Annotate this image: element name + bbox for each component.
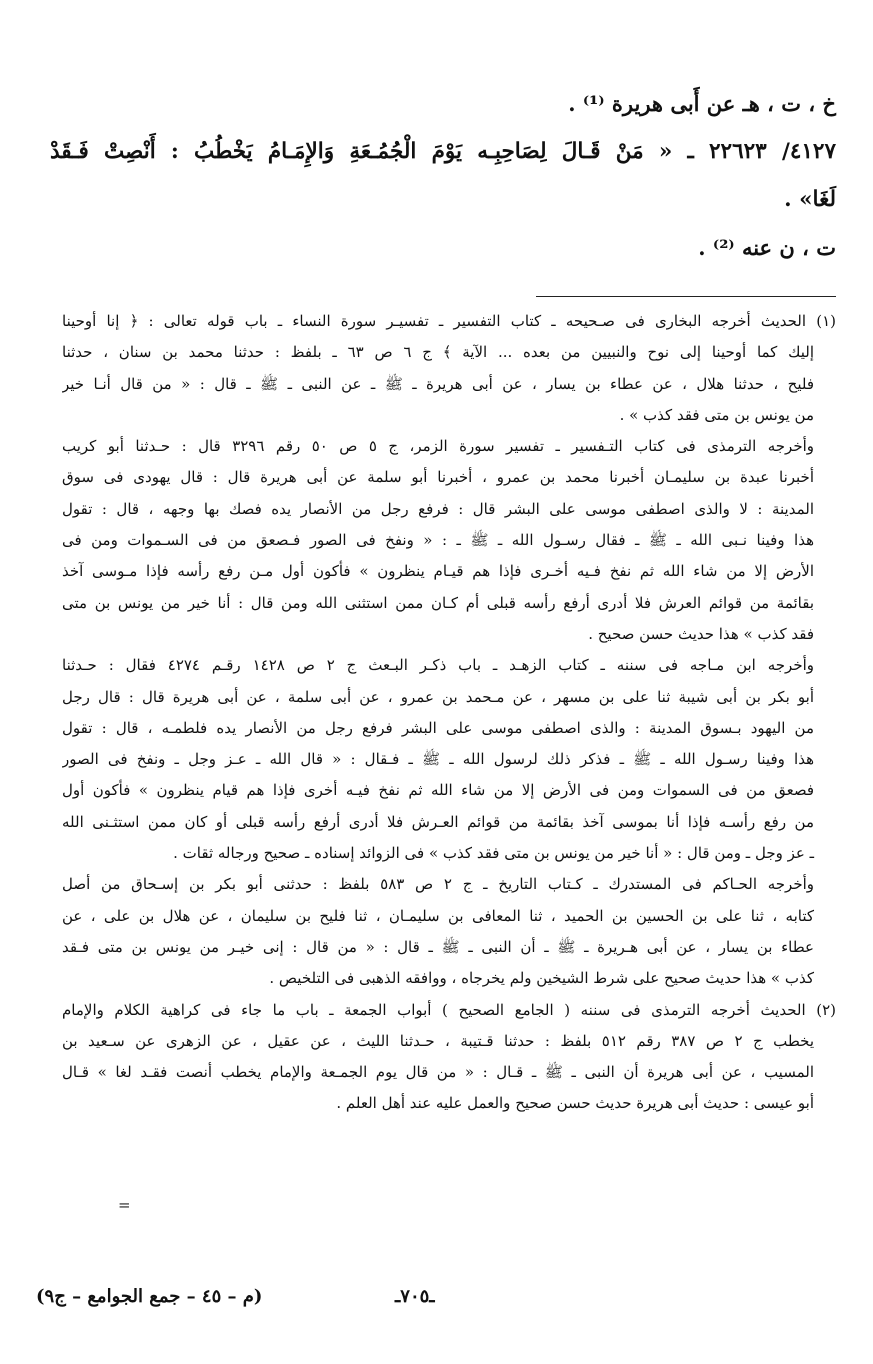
hadith-text: ٤١٢٧/ ٢٢٦٢٣ ـ « مَنْ قَـالَ لِصَاحِبِـه يَوْمَ الْجُمُـعَةِ وَالإِمَـامُ يَخْطُبُ : أَنْصِتْ فَـقَدْ (50, 139, 837, 164)
footnote-line: وأخرجه الترمذى فى كتاب التـفسير ـ تفسير سورة الزمر، ج ٥ ص ٥٠ رقم ٣٢٩٦ قال : حـدثنا أبو كريب (62, 437, 815, 456)
footnote-line: وأخرجه الحـاكم فى المستدرك ـ كـتاب التاريخ ـ ج ٢ ص ٥٨٣ بلفظ : حدثنى أبو بكر بن إسـحاق من أصل (62, 875, 815, 894)
source-line-1: خ ، ت ، هـ عن أَبى هريرة ⁽¹⁾ . (568, 91, 836, 116)
footnote-line: فصعق من فى السموات ومن فى الأرض إلا من شاء الله ثم نفخ فيـه أخرى فإذا هم قيام ينظرون » فأكون أول (62, 781, 814, 800)
footnote-line: المدينة : لا والذى اصطفى موسى على البشر قال : فرفع رجل من الأنصار يده فصك بها وجهه ، قال : تقول (62, 499, 814, 518)
footnote-line: الأرض إلا من شاء الله ثم نفخ فـيه أخـرى فإذا هم قيـام ينظرون » فأكون أول مـن رفع رأسه فإذا مـوسى آخذ (62, 562, 814, 581)
footnote-line: هذا وفينا رسـول الله ـ ﷺ ـ فذكر ذلك لرسول الله ـ ﷺ ـ فـقال : « قال الله ـ عـز وجل ـ ونفخ فى الصور (62, 750, 814, 769)
footnotes (62, 306, 836, 1120)
footnote-line: أبو عيسى : حديث أبى هريرة حديث حسن صحيح والعمل عليه عند أهل العلم . (336, 1094, 814, 1113)
continuation-mark: = (118, 1196, 131, 1214)
page-number: ـ٧٠٥ـ (395, 1286, 435, 1307)
footnote-line: كتابه ، ثنا على بن الحسين بن الحميد ، ثنا المعافى بن سليمـان ، ثنا فليح بن سليمان ، عن هلال بن على ، عن (62, 906, 814, 925)
footnote-line: أخبرنا عبدة بن سليمـان أخبرنا محمد بن عمرو ، أخبرنا أبو سلمة عن أبى هريرة قال : قال يهودى فى سوق (62, 468, 814, 487)
footnote-line: هذا وفينا نـبى الله ـ ﷺ ـ فقال رسـول الله ـ ﷺ ـ : « ونفخ فى الصور فـصعق من فى السـموات ومن فى (62, 531, 814, 550)
book-signature: (م – ٤٥ – جمع الجوامع – ج٩) (36, 1286, 263, 1307)
source-line-2: ت ، ن عنه ⁽²⁾ . (698, 235, 836, 260)
footnote-line: كذب » هذا حديث صحيح على شرط الشيخين ولم يخرجاه ، ووافقه الذهبى فى التلخيص . (269, 969, 814, 988)
footnote-line: بقائمة من قوائم العرش فلا أدرى أرفع رأسه قبلى أم كـان ممن استثنى الله ومن قال : أنا خير من يونس بن متى (62, 593, 814, 612)
hadith-text-continued: لَغَا» . (784, 187, 836, 212)
main-text (50, 80, 836, 272)
footnote-line: من رفع رأسـه فإذا أنا بموسى آخذ بقائمة من قوائم العـرش فلا أدرى أرفع رأسه قبلى أو كان ممن استثـنى الله (62, 812, 814, 831)
footnote-line: إليك كما أوحينا إلى نوح والنبيين من بعده ... الآية ﴾ ج ٦ ص ٦٣ ـ بلفظ : حدثنا محمد بن سنان ، حدثنا (62, 343, 815, 362)
footnote-line: ـ عز وجل ـ ومن قال : « أنا خير من يونس بن متى فقد كذب » فى الزوائد إسناده ـ صحيح ورجاله ثقات . (173, 844, 814, 863)
footnote-line: فليح ، حدثنا هلال ، عن عطاء بن يسار ، عن أبى هريرة ـ ﷺ ـ عن النبى ـ ﷺ ـ قال : « من قال أنـا خير (62, 374, 814, 393)
footnote-line: يخطب ج ٢ ص ٣٨٧ رقم ٥١٢ بلفظ : حدثنا قـتيبة ، حـدثنا الليث ، عن عقيل ، عن الزهرى عن سـعيد بن (62, 1031, 815, 1050)
footnote-line: (٢) الحديث أخرجه الترمذى فى سننه ( الجامع الصحيح ) أبواب الجمعة ـ باب ما جاء فى كراهية الكلام والإمام (62, 1000, 836, 1019)
footnote-line: فقد كذب » هذا حديث حسن صحيح . (588, 624, 814, 643)
footnote-divider (536, 296, 836, 297)
footnote-line: أبو بكر بن أبى شيبة ثنا على بن مسهر ، عن مـحمد بن عمرو ، عن أبى سلمة ، عن أبى هريرة قال : قال رجل (62, 687, 814, 706)
page-footer (0, 1286, 873, 1326)
footnote-line: وأخرجه ابن مـاجه فى سننه ـ كتاب الزهـد ـ باب ذكـر البـعث ج ٢ ص ١٤٢٨ رقـم ٤٢٧٤ فقال : حـدثنا (62, 656, 815, 675)
footnote-line: من يونس بن متى فقد كذب » . (619, 405, 814, 424)
footnote-line: عطاء بن يسار ، عن أبى هـريرة ـ ﷺ ـ أن النبى ـ ﷺ ـ قال : « من قال : إنى خيـر من يونس بن متى فـقد (62, 937, 814, 956)
footnote-line: المسيب ، عن أبى هريرة أن النبى ـ ﷺ ـ قـال : « من قال يوم الجمـعة والإمام يخطب أنصت فقـد لغا » قـال (62, 1063, 814, 1082)
footnote-line: (١) الحديث أخرجه البخارى فى صـحيحه ـ كتاب التفسير ـ تفسيـر سورة النساء ـ باب قوله تعالى : ﴿ إنا أوحينا (62, 312, 836, 330)
footnote-line: من اليهود بـسوق المدينة : والذى اصطفى موسى على البشر فرفع رجل من الأنصار يده فلطمـه ، قال : تقول (62, 718, 814, 737)
